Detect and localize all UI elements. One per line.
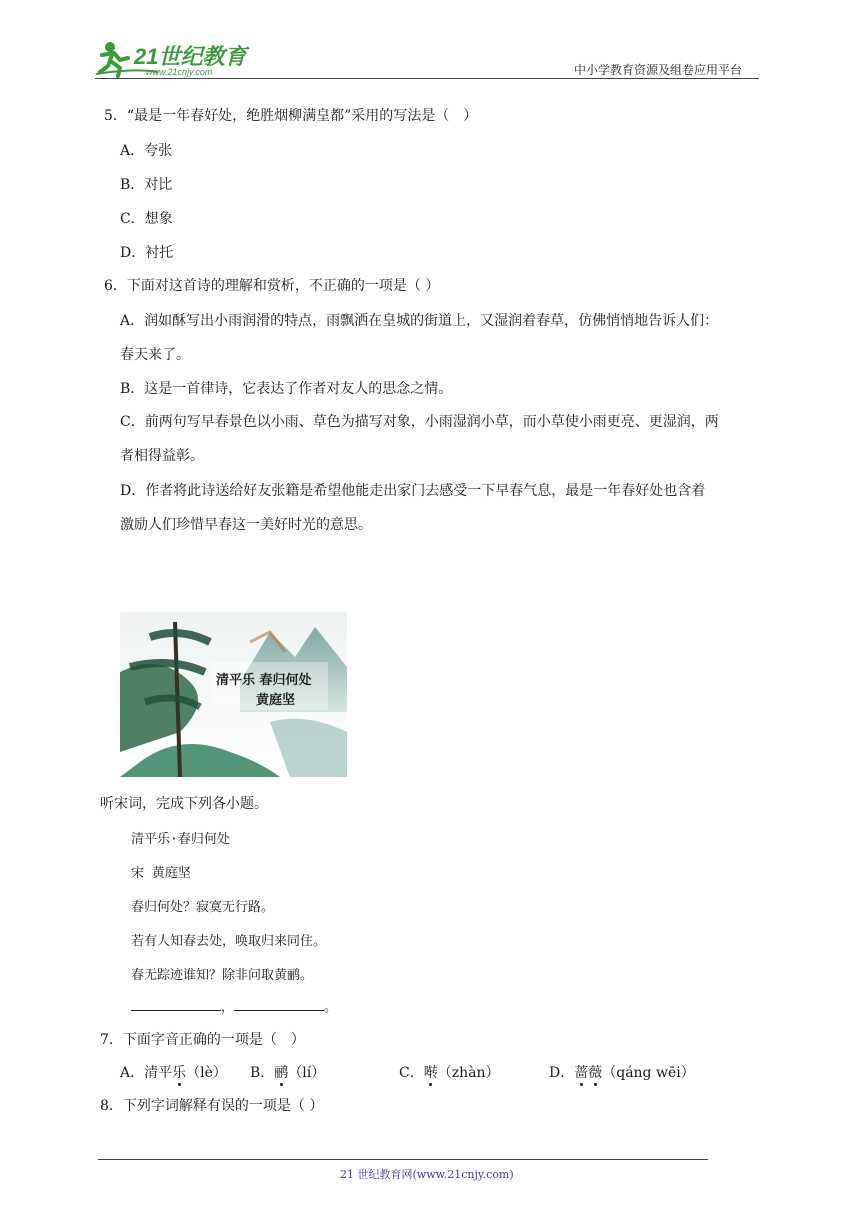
header-divider: [95, 78, 759, 79]
q5-stem: 5．“最是一年春好处，绝胜烟柳满皇都”采用的写法是（ ）: [104, 108, 478, 124]
q7-d-prefix: D．: [549, 1065, 575, 1081]
q6-option-a-line1: A．润如酥写出小雨润滑的特点，雨飘洒在皇城的街道上，又湿润着春草，仿佛悄悄地告诉人们：: [120, 313, 719, 329]
q7-a-pinyin: （lè）: [186, 1065, 227, 1081]
section-instruction: 听宋词，完成下列各小题。: [100, 796, 268, 812]
footer-divider: [98, 1159, 708, 1160]
q6-option-a-line2: 春天来了。: [120, 347, 190, 363]
q7-option-c: [399, 1062, 499, 1082]
q7-a-char: 乐: [172, 1065, 187, 1081]
blank-end-punct: 。: [324, 1000, 338, 1015]
runner-logo-icon: [94, 38, 264, 78]
q7-c-char: 啭: [423, 1065, 438, 1081]
svg-text:清平乐 春归何处: 清平乐 春归何处: [216, 673, 312, 688]
poem-title: 清平乐·春归何处: [131, 832, 230, 847]
site-logo: [94, 38, 264, 78]
q7-b-prefix: B．: [250, 1065, 275, 1081]
q7-b-char: 鹂: [274, 1065, 289, 1081]
q6-option-b: B．这是一首律诗，它表达了作者对友人的思念之情。: [120, 381, 453, 397]
q6-stem: 6．下面对这首诗的理解和赏析，不正确的一项是（ ）: [104, 278, 440, 294]
q7-d-pinyin: （qáng wēi）: [602, 1065, 695, 1081]
landscape-painting-image: [120, 612, 347, 777]
q6-option-c-line1: C．前两句写早春景色以小雨、草色为描写对象，小雨湿润小草，而小草使小雨更亮、更湿润，两: [120, 414, 719, 430]
answer-blank-1[interactable]: [131, 998, 221, 1011]
landscape-painting: [120, 612, 347, 777]
q7-stem: 7．下面字音正确的一项是（ ）: [100, 1032, 305, 1048]
site-name: 中小学教育资源及组卷应用平台: [574, 63, 743, 77]
footer-link[interactable]: 21 世纪教育网(www.21cnjy.com): [340, 1168, 514, 1181]
q6-option-c-line2: 者相得益彰。: [120, 448, 204, 464]
answer-blank-2[interactable]: [234, 998, 324, 1011]
q7-c-pinyin: （zhàn）: [437, 1065, 500, 1081]
poem-line-2: 若有人知春去处，唤取归来同住。: [131, 934, 327, 949]
q7-c-prefix: C．: [399, 1065, 424, 1081]
q5-option-c: C．想象: [120, 211, 173, 227]
q7-b-pinyin: （lí）: [288, 1065, 326, 1081]
q7-d-char1: 蔷: [574, 1065, 589, 1081]
q7-a-prefix: A．清平: [120, 1065, 173, 1081]
q5-option-b: B．对比: [120, 177, 173, 193]
fill-blank-line: [131, 996, 337, 1015]
blank-separator: ，: [221, 1000, 235, 1015]
svg-text:www.21cnjy.com: www.21cnjy.com: [146, 67, 213, 77]
q6-option-d-line2: 激励人们珍惜早春这一美好时光的意思。: [120, 517, 372, 533]
poem-author: 宋 黄庭坚: [131, 866, 191, 881]
q5-option-a: A．夸张: [120, 143, 173, 159]
poem-line-3: 春无踪迹谁知？除非问取黄鹂。: [131, 968, 314, 983]
poem-line-1: 春归何处？寂寞无行路。: [131, 900, 275, 915]
svg-text:黄庭坚: 黄庭坚: [256, 693, 296, 708]
q7-option-a: [120, 1062, 227, 1082]
q8-stem: 8．下列字词解释有误的一项是（ ）: [100, 1098, 324, 1114]
q7-option-b: [250, 1062, 325, 1082]
svg-text:21世纪教育: 21世纪教育: [134, 44, 247, 69]
q7-option-d: [549, 1062, 695, 1082]
q7-d-char2: 薇: [588, 1065, 603, 1081]
q6-option-d-line1: D．作者将此诗送给好友张籍是希望他能走出家门去感受一下早春气息，最是一年春好处也含着: [120, 483, 706, 499]
q5-option-d: D．衬托: [120, 245, 174, 261]
